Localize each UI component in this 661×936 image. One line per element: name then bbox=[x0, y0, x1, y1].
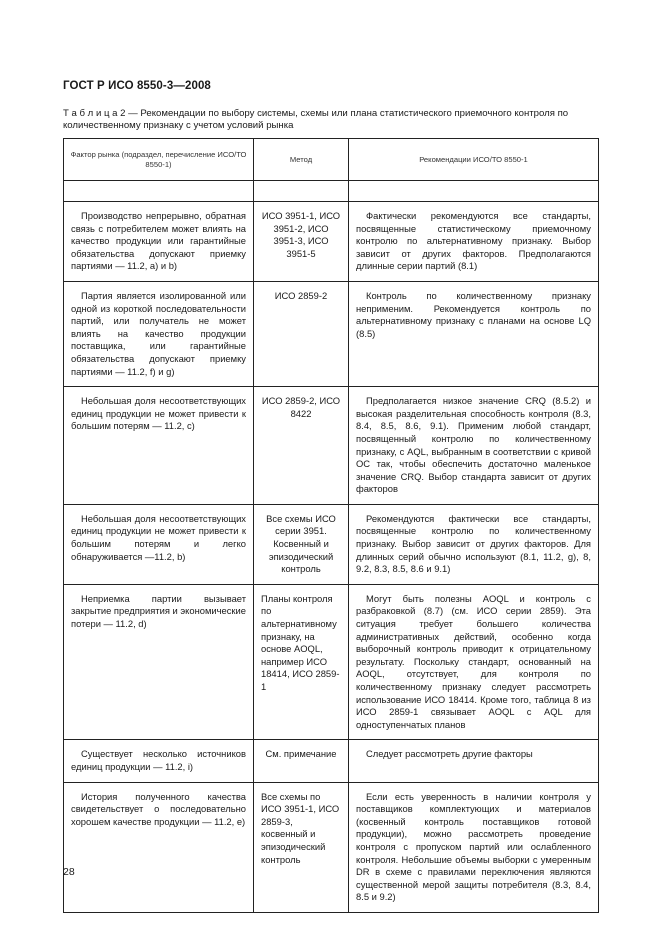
method-cell: ИСО 3951-1, ИСО 3951-2, ИСО 3951-3, ИСО 3951-5 bbox=[254, 202, 349, 282]
method-cell: ИСО 2859-2 bbox=[254, 281, 349, 386]
factor-cell: Партия является изолированной или одной из короткой последовательности партий, или получатель не может влиять на качество продукции поставщика, или гарантийные обязательства допускают приемку партиями — 11.2, f) и g) bbox=[64, 281, 254, 386]
recommendation-cell: Предполагается низкое значение CRQ (8.5.2) и высокая разделительная способность контроля (8.3, 8.4, 8.5, 8.6, 9.1). Применим любой стандарт, посвященный контролю по количественному признаку, с AQL, выбранным в соответствии с кривой ОС так, чтобы обеспечить достаточно маленькое значение CRQ. Выбор стандарта зависит от других факторов bbox=[349, 387, 599, 505]
table-row bbox=[64, 584, 599, 740]
column-header-recommendation: Рекомендации ИСО/ТО 8550-1 bbox=[349, 139, 599, 181]
table-caption: Т а б л и ц а 2 — Рекомендации по выбору системы, схемы или плана статистического приемочного контроля по количественному признаку с учетом условий рынка bbox=[63, 108, 569, 131]
recommendation-cell: Контроль по количественному признаку неприменим. Рекомендуется контроль по альтернативному признаку с планами на основе LQ (8.5) bbox=[349, 281, 599, 386]
method-cell: Все схемы ИСО серии 3951. Косвенный и эпизодический контроль bbox=[254, 504, 349, 584]
document-header: ГОСТ Р ИСО 8550-3—2008 bbox=[63, 80, 211, 92]
table-row bbox=[64, 202, 599, 282]
method-cell: ИСО 2859-2, ИСО 8422 bbox=[254, 387, 349, 505]
method-cell: Планы контроля по альтернативному признаку, на основе AOQL, например ИСО 18414, ИСО 2859-1 bbox=[254, 584, 349, 740]
recommendation-cell: Могут быть полезны AOQL и контроль с разбраковкой (8.7) (см. ИСО серии 2859). Эта ситуация требует большего количества административных действий, особенно когда выборочный контроль приводит к отрицательному результату. Поскольку стандарт, основанный на AOQL, отсутствует, для контроля по количественному признаку следует рассмотреть использование ИСО 18414. Кроме того, таблица 8 из ИСО 2859-1 связывает AOQL с AQL для одноступенчатых планов bbox=[349, 584, 599, 740]
table-header-row bbox=[64, 139, 599, 181]
factor-cell: Производство непрерывно, обратная связь с потребителем может влиять на качество продукции или гарантийные обязательства допускают приемку партиями — 11.2, a) и b) bbox=[64, 202, 254, 282]
table-row bbox=[64, 740, 599, 782]
column-header-factor: Фактор рынка (подраздел, перечисление ИСО/ТО 8550-1) bbox=[64, 139, 254, 181]
column-header-method: Метод bbox=[254, 139, 349, 181]
method-cell: Все схемы по ИСО 3951-1, ИСО 2859-3, косвенный и эпизодический контроль bbox=[254, 782, 349, 912]
table-spacer-row bbox=[64, 181, 599, 202]
table-row bbox=[64, 281, 599, 386]
factor-cell: Существует несколько источников единиц продукции — 11.2, i) bbox=[64, 740, 254, 782]
recommendation-cell: Если есть уверенность в наличии контроля у поставщиков комплектующих и материалов (косвенный контроль поставщиков готовой продукции), можно рассмотреть проведение контроля с пропуском партий или ослабленного контроля. Небольшие объемы выборки с умеренным DR в схеме с правилами переключения являются существенной мерой защиты потребителя (8.3, 8.4, 8.5 и 9.2) bbox=[349, 782, 599, 912]
recommendation-cell: Следует рассмотреть другие факторы bbox=[349, 740, 599, 782]
factor-cell: История полученного качества свидетельствует о последовательно хорошем качестве продукции — 11.2, e) bbox=[64, 782, 254, 912]
recommendation-cell: Рекомендуются фактически все стандарты, посвященные контролю по количественному признаку. Выбор зависит от других факторов. Для длинных серий обычно используют (8.1, 11.2, g), 8, 9.2, 8.3, 8.5, 8.6 и 9.1) bbox=[349, 504, 599, 584]
table-row bbox=[64, 504, 599, 584]
method-cell: См. примечание bbox=[254, 740, 349, 782]
recommendations-table bbox=[63, 138, 599, 913]
table-row bbox=[64, 387, 599, 505]
factor-cell: Небольшая доля несоответствующих единиц продукции не может привести к большим потерям — 11.2, c) bbox=[64, 387, 254, 505]
page-number: 28 bbox=[63, 866, 75, 878]
table-row bbox=[64, 782, 599, 912]
recommendation-cell: Фактически рекомендуются все стандарты, посвященные статистическому приемочному контролю по альтернативному признаку. Выбор зависит от других факторов. Предполагаются длинные серии партий (8.1) bbox=[349, 202, 599, 282]
factor-cell: Неприемка партии вызывает закрытие предприятия и экономические потери — 11.2, d) bbox=[64, 584, 254, 740]
factor-cell: Небольшая доля несоответствующих единиц продукции не может привести к большим потерям и легко обнаруживается —11.2, b) bbox=[64, 504, 254, 584]
